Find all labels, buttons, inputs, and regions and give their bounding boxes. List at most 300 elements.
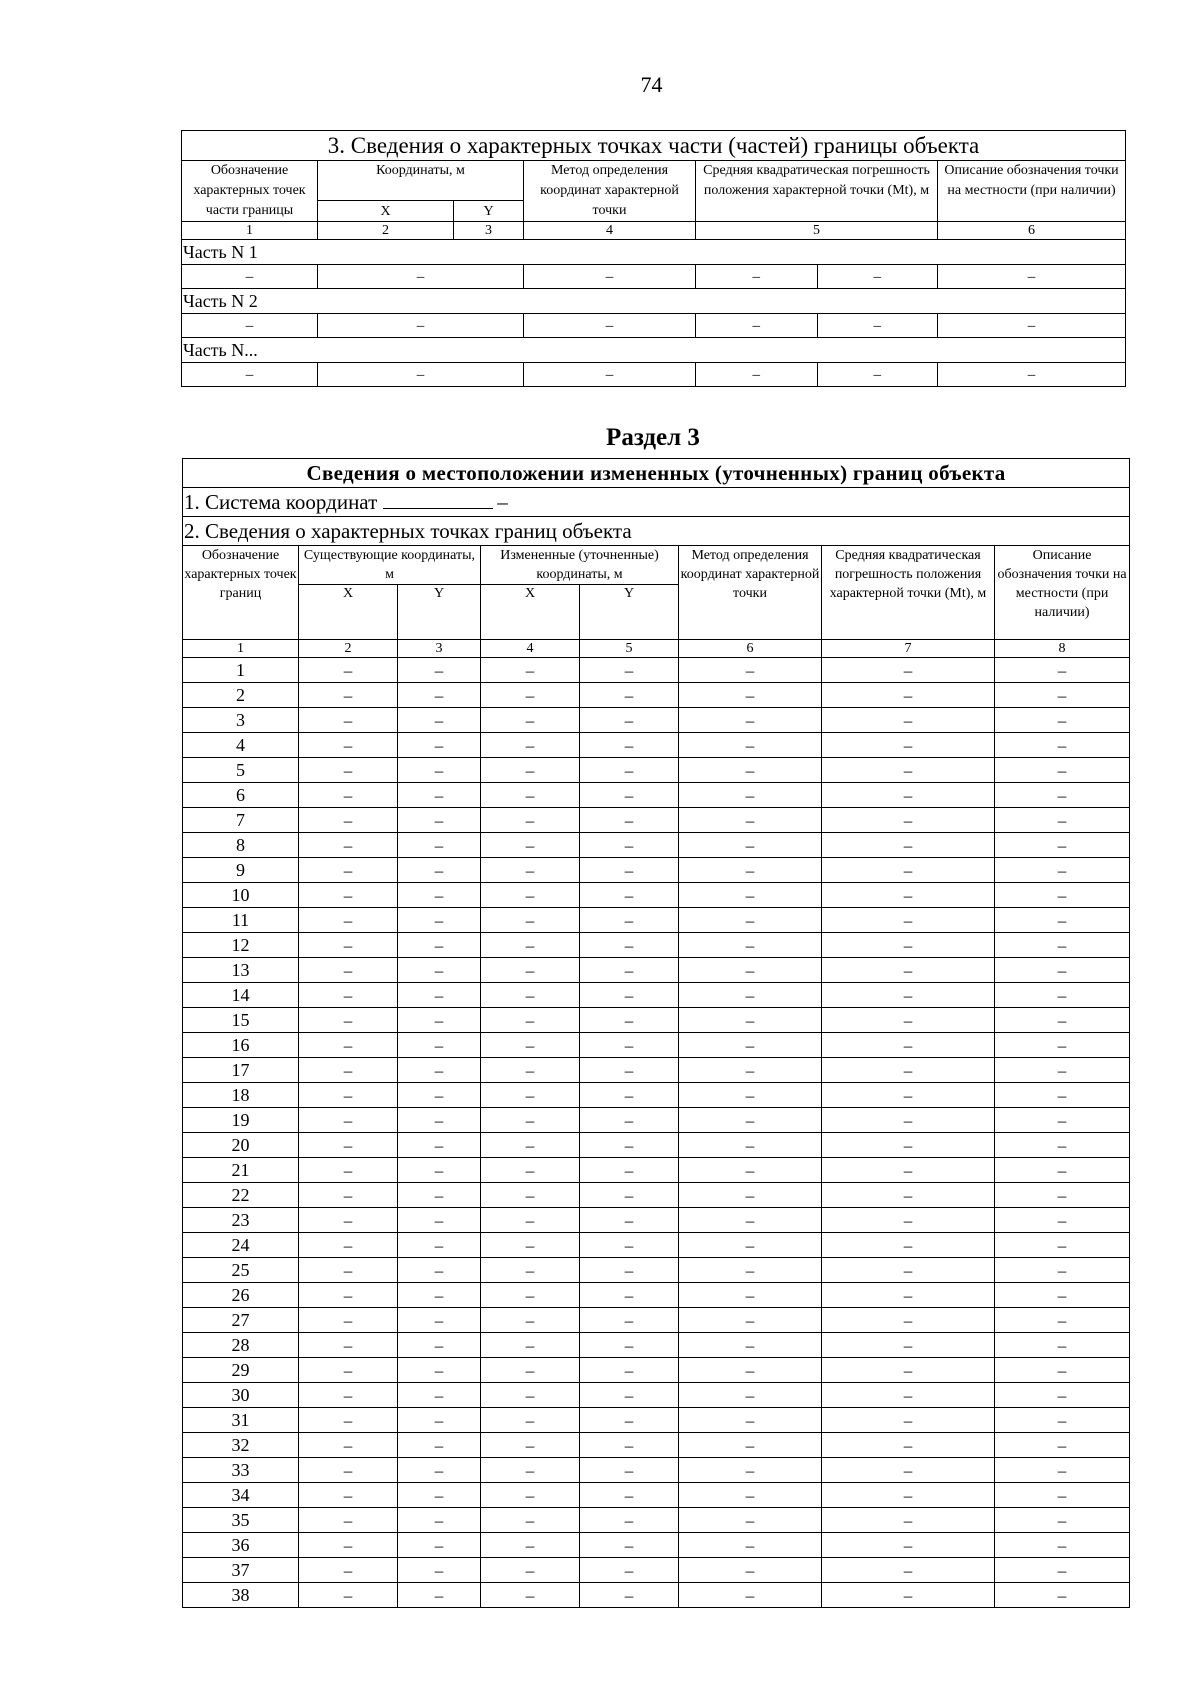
table-cell: –	[995, 1533, 1130, 1558]
table-cell: –	[822, 1133, 995, 1158]
table-cell: –	[580, 1033, 679, 1058]
table-cell: –	[299, 1083, 398, 1108]
table-cell: –	[995, 1183, 1130, 1208]
table-cell: –	[398, 1583, 481, 1608]
table-row	[183, 858, 1130, 883]
table-cell: –	[398, 683, 481, 708]
table-cell: –	[822, 1358, 995, 1383]
table-cell: –	[822, 1158, 995, 1183]
table-cell: –	[679, 833, 822, 858]
header-changed-x: X	[481, 585, 580, 640]
point-number: 22	[183, 1183, 299, 1208]
table-cell: –	[481, 658, 580, 683]
table-row	[183, 808, 1130, 833]
table-cell: –	[995, 908, 1130, 933]
table-cell: –	[995, 1458, 1130, 1483]
header-error: Средняя квадратическая погрешность положения характерной точки (Mt), м	[696, 161, 938, 222]
table-cell: –	[995, 658, 1130, 683]
table-cell: –	[481, 833, 580, 858]
table-cell: –	[398, 908, 481, 933]
table-cell: –	[580, 758, 679, 783]
table-cell: –	[580, 858, 679, 883]
table-cell: –	[679, 933, 822, 958]
header-existing-coords: Существующие координаты, м	[299, 546, 481, 585]
point-number: 17	[183, 1058, 299, 1083]
table-row	[183, 1383, 1130, 1408]
table-cell: –	[299, 1458, 398, 1483]
table-cell: –	[822, 708, 995, 733]
table-cell: –	[481, 708, 580, 733]
table-cell: –	[822, 1483, 995, 1508]
table-row	[183, 1183, 1130, 1208]
table-cell: –	[299, 708, 398, 733]
column-number: 1	[183, 640, 299, 658]
table-cell: –	[580, 1233, 679, 1258]
table-cell: –	[398, 1083, 481, 1108]
table-row	[183, 1208, 1130, 1233]
point-number: 30	[183, 1383, 299, 1408]
table-row	[183, 1233, 1130, 1258]
table-cell: –	[995, 1208, 1130, 1233]
table-cell: –	[524, 363, 696, 387]
header-changed-y: Y	[580, 585, 679, 640]
table-cell: –	[822, 1508, 995, 1533]
table-cell: –	[299, 783, 398, 808]
header-changed-coords: Измененные (уточненные) координаты, м	[481, 546, 679, 585]
point-number: 20	[183, 1133, 299, 1158]
table-cell: –	[481, 733, 580, 758]
table-row	[183, 1358, 1130, 1383]
table-cell: –	[822, 1383, 995, 1408]
table-cell: –	[481, 983, 580, 1008]
changed-boundaries-table	[182, 458, 1130, 1608]
column-number: 4	[481, 640, 580, 658]
table-cell: –	[580, 683, 679, 708]
table-cell: –	[398, 1383, 481, 1408]
table-cell: –	[580, 1008, 679, 1033]
table-cell: –	[398, 758, 481, 783]
table-cell: –	[679, 908, 822, 933]
point-number: 29	[183, 1358, 299, 1383]
table-cell: –	[580, 1483, 679, 1508]
table-cell: –	[398, 783, 481, 808]
table-cell: –	[679, 983, 822, 1008]
table-cell: –	[995, 1058, 1130, 1083]
table-cell: –	[873, 268, 881, 285]
table-cell: –	[299, 1583, 398, 1608]
table-cell: –	[481, 933, 580, 958]
table-cell: –	[182, 314, 318, 338]
table-row	[183, 908, 1130, 933]
table-cell: –	[822, 958, 995, 983]
table-cell: –	[481, 1283, 580, 1308]
table-row	[183, 933, 1130, 958]
table-cell: –	[580, 1383, 679, 1408]
table-cell: –	[580, 1333, 679, 1358]
table-cell: –	[995, 1083, 1130, 1108]
table-cell: –	[822, 1058, 995, 1083]
header-method: Метод определения координат характерной точки	[524, 161, 696, 222]
header-description: Описание обозначения точки на местности (при наличии)	[995, 546, 1130, 640]
part-label: Часть N 1	[182, 240, 1126, 265]
table-cell: –	[873, 366, 881, 383]
table-cell: –	[398, 1533, 481, 1558]
table-cell: –	[398, 1183, 481, 1208]
table-cell: –	[822, 1458, 995, 1483]
table-row	[183, 1083, 1130, 1108]
table-cell: –	[696, 363, 817, 386]
table-cell: –	[299, 683, 398, 708]
point-number: 18	[183, 1083, 299, 1108]
table-cell	[696, 363, 938, 387]
column-number: 3	[454, 222, 524, 240]
table-row	[183, 1033, 1130, 1058]
table-cell: –	[580, 1583, 679, 1608]
header-existing-y: Y	[398, 585, 481, 640]
table-cell: –	[398, 733, 481, 758]
table-cell: –	[299, 958, 398, 983]
table-cell: –	[679, 1108, 822, 1133]
table-cell: –	[398, 1508, 481, 1533]
table-cell	[696, 314, 938, 338]
table-row	[183, 658, 1130, 683]
changed-boundaries-title: Сведения о местоположении измененных (уточненных) границ объекта	[183, 459, 1130, 488]
table-cell: –	[822, 808, 995, 833]
point-number: 16	[183, 1033, 299, 1058]
point-number: 31	[183, 1408, 299, 1433]
table-cell: –	[481, 1333, 580, 1358]
table-cell: –	[299, 808, 398, 833]
table-cell: –	[822, 1433, 995, 1458]
point-number: 7	[183, 808, 299, 833]
table-cell: –	[481, 1008, 580, 1033]
table-cell: –	[398, 808, 481, 833]
table-cell: –	[481, 1558, 580, 1583]
table-row	[183, 1108, 1130, 1133]
point-number: 19	[183, 1108, 299, 1133]
table-cell: –	[822, 1583, 995, 1608]
table-cell: –	[299, 1358, 398, 1383]
table-cell: –	[580, 1408, 679, 1433]
table-row	[183, 683, 1130, 708]
table-row	[183, 1008, 1130, 1033]
table-row	[183, 1558, 1130, 1583]
table-cell: –	[481, 1158, 580, 1183]
table-cell: –	[524, 265, 696, 289]
coordinate-system-line	[183, 488, 1130, 517]
table-cell: –	[679, 1483, 822, 1508]
table-cell: –	[822, 658, 995, 683]
table-cell: –	[299, 933, 398, 958]
table-cell: –	[995, 1483, 1130, 1508]
table-cell: –	[822, 1083, 995, 1108]
table-cell: –	[481, 758, 580, 783]
table-cell: –	[318, 363, 524, 387]
table-cell: –	[398, 833, 481, 858]
point-number: 3	[183, 708, 299, 733]
table-cell: –	[822, 1108, 995, 1133]
part-label: Часть N...	[182, 338, 1126, 363]
table-cell: –	[318, 314, 524, 338]
table-row	[183, 733, 1130, 758]
column-number: 7	[822, 640, 995, 658]
table-cell: –	[299, 1383, 398, 1408]
table-cell: –	[580, 1158, 679, 1183]
table-cell: –	[398, 1308, 481, 1333]
point-number: 13	[183, 958, 299, 983]
column-number: 1	[182, 222, 318, 240]
table-cell: –	[481, 1058, 580, 1083]
table-cell: –	[995, 758, 1130, 783]
table-cell: –	[299, 1058, 398, 1083]
table-cell: –	[822, 933, 995, 958]
table-cell: –	[398, 1133, 481, 1158]
header-description: Описание обозначения точки на местности (при наличии)	[938, 161, 1126, 222]
table-row	[183, 1533, 1130, 1558]
table-cell: –	[299, 1133, 398, 1158]
table-cell: –	[398, 983, 481, 1008]
coordinate-system-value: –	[497, 489, 508, 514]
table-cell: –	[995, 1558, 1130, 1583]
table-row	[183, 983, 1130, 1008]
table-cell: –	[481, 1508, 580, 1533]
point-number: 15	[183, 1008, 299, 1033]
table-row	[183, 708, 1130, 733]
table-cell: –	[580, 1208, 679, 1233]
point-number: 14	[183, 983, 299, 1008]
table-cell: –	[481, 1308, 580, 1333]
table-cell: –	[995, 808, 1130, 833]
table-row	[183, 1433, 1130, 1458]
point-number: 1	[183, 658, 299, 683]
table-cell: –	[299, 1533, 398, 1558]
table-cell: –	[481, 1583, 580, 1608]
table-cell: –	[398, 1033, 481, 1058]
table-row	[183, 1283, 1130, 1308]
point-number: 34	[183, 1483, 299, 1508]
table-cell: –	[995, 733, 1130, 758]
point-number: 33	[183, 1458, 299, 1483]
table-cell: –	[299, 983, 398, 1008]
point-number: 32	[183, 1433, 299, 1458]
table-row	[183, 1133, 1130, 1158]
table-cell: –	[995, 1258, 1130, 1283]
table-cell: –	[481, 1083, 580, 1108]
table-cell: –	[679, 683, 822, 708]
column-number: 6	[938, 222, 1126, 240]
table-cell: –	[679, 1058, 822, 1083]
table-cell: –	[679, 1308, 822, 1333]
table-cell: –	[679, 1233, 822, 1258]
table-cell: –	[398, 1283, 481, 1308]
table-cell: –	[398, 958, 481, 983]
table-cell: –	[182, 363, 318, 387]
point-number: 12	[183, 933, 299, 958]
point-number: 36	[183, 1533, 299, 1558]
table-cell: –	[995, 1583, 1130, 1608]
table-cell: –	[679, 1508, 822, 1533]
table-cell: –	[481, 883, 580, 908]
point-number: 6	[183, 783, 299, 808]
table-cell: –	[299, 858, 398, 883]
header-designation: Обозначение характерных точек части границы	[182, 161, 318, 222]
table-cell: –	[580, 1258, 679, 1283]
table-cell: –	[580, 933, 679, 958]
table-cell: –	[679, 758, 822, 783]
table-cell: –	[580, 1108, 679, 1133]
table-cell: –	[679, 1008, 822, 1033]
table-cell: –	[580, 883, 679, 908]
table-cell: –	[398, 1158, 481, 1183]
table-cell: –	[679, 1083, 822, 1108]
table-row	[183, 1308, 1130, 1333]
point-number: 38	[183, 1583, 299, 1608]
point-number: 4	[183, 733, 299, 758]
table-cell: –	[995, 1358, 1130, 1383]
point-number: 21	[183, 1158, 299, 1183]
point-number: 2	[183, 683, 299, 708]
table-cell: –	[318, 265, 524, 289]
point-number: 9	[183, 858, 299, 883]
fill-line	[383, 508, 493, 509]
point-number: 24	[183, 1233, 299, 1258]
table-cell: –	[679, 658, 822, 683]
column-number: 2	[318, 222, 454, 240]
table-cell: –	[679, 733, 822, 758]
table-cell: –	[481, 1408, 580, 1433]
table-row	[183, 958, 1130, 983]
table-cell: –	[299, 1208, 398, 1233]
table-cell: –	[679, 783, 822, 808]
table-cell: –	[580, 958, 679, 983]
table-cell: –	[481, 683, 580, 708]
table-cell: –	[679, 1158, 822, 1183]
point-number: 25	[183, 1258, 299, 1283]
table-cell: –	[822, 1558, 995, 1583]
table-cell: –	[822, 1333, 995, 1358]
table-cell: –	[299, 1183, 398, 1208]
table-cell: –	[398, 933, 481, 958]
table-cell: –	[995, 958, 1130, 983]
table-row	[183, 1333, 1130, 1358]
table-row	[183, 1458, 1130, 1483]
table-cell: –	[398, 1558, 481, 1583]
table-cell: –	[580, 1308, 679, 1333]
table-cell: –	[481, 1208, 580, 1233]
table-cell: –	[580, 983, 679, 1008]
table-cell: –	[182, 265, 318, 289]
table-cell: –	[580, 1558, 679, 1583]
table-cell: –	[299, 758, 398, 783]
table-cell: –	[580, 658, 679, 683]
table-row	[183, 1408, 1130, 1433]
table-cell	[696, 265, 938, 289]
table-cell: –	[580, 808, 679, 833]
point-number: 11	[183, 908, 299, 933]
table-cell: –	[398, 1458, 481, 1483]
table-cell: –	[679, 1133, 822, 1158]
table-cell: –	[481, 1108, 580, 1133]
table-cell: –	[299, 1408, 398, 1433]
table-cell: –	[679, 858, 822, 883]
table-cell: –	[398, 883, 481, 908]
table-cell: –	[995, 933, 1130, 958]
points-title: 2. Сведения о характерных точках границ объекта	[183, 517, 1130, 546]
table-cell: –	[481, 908, 580, 933]
table-cell: –	[995, 783, 1130, 808]
header-y: Y	[454, 201, 524, 222]
table-cell: –	[299, 883, 398, 908]
column-number: 4	[524, 222, 696, 240]
table-cell: –	[822, 858, 995, 883]
table-cell: –	[580, 833, 679, 858]
table-cell: –	[679, 1583, 822, 1608]
table-cell: –	[873, 317, 881, 334]
table-cell: –	[822, 1183, 995, 1208]
table-cell: –	[481, 1483, 580, 1508]
table-cell: –	[995, 858, 1130, 883]
table-cell: –	[580, 1058, 679, 1083]
table-cell: –	[995, 1108, 1130, 1133]
table-cell: –	[822, 1408, 995, 1433]
table-cell: –	[580, 1358, 679, 1383]
part-points-table	[181, 130, 1126, 387]
section-heading: Раздел 3	[606, 424, 700, 451]
table-cell: –	[481, 1183, 580, 1208]
column-number: 3	[398, 640, 481, 658]
table-cell: –	[481, 808, 580, 833]
table-cell: –	[995, 1508, 1130, 1533]
table-cell: –	[481, 1533, 580, 1558]
table-cell: –	[679, 1383, 822, 1408]
table-cell: –	[299, 1508, 398, 1533]
table-cell: –	[995, 708, 1130, 733]
table-cell: –	[822, 883, 995, 908]
point-number: 8	[183, 833, 299, 858]
table-row	[183, 833, 1130, 858]
table-cell: –	[299, 1033, 398, 1058]
point-number: 10	[183, 883, 299, 908]
table-cell: –	[580, 783, 679, 808]
header-error: Средняя квадратическая погрешность положения характерной точки (Mt), м	[822, 546, 995, 640]
table-cell: –	[481, 858, 580, 883]
point-number: 27	[183, 1308, 299, 1333]
table-cell: –	[995, 1433, 1130, 1458]
table-cell: –	[580, 1083, 679, 1108]
table-cell: –	[679, 1258, 822, 1283]
header-method: Метод определения координат характерной точки	[679, 546, 822, 640]
table-cell: –	[679, 1458, 822, 1483]
table-cell: –	[299, 1283, 398, 1308]
table-cell: –	[679, 1558, 822, 1583]
part-points-table-title: 3. Сведения о характерных точках части (частей) границы объекта	[182, 131, 1126, 161]
table-cell: –	[995, 1383, 1130, 1408]
table-cell: –	[580, 708, 679, 733]
table-cell: –	[995, 1283, 1130, 1308]
table-row	[183, 1483, 1130, 1508]
table-cell: –	[481, 958, 580, 983]
point-number: 5	[183, 758, 299, 783]
column-number: 6	[679, 640, 822, 658]
column-number: 2	[299, 640, 398, 658]
table-row	[183, 1258, 1130, 1283]
table-cell: –	[995, 1008, 1130, 1033]
table-cell: –	[679, 883, 822, 908]
page-number: 74	[640, 72, 663, 97]
table-cell: –	[995, 983, 1130, 1008]
table-cell: –	[822, 1283, 995, 1308]
table-cell: –	[299, 1433, 398, 1458]
